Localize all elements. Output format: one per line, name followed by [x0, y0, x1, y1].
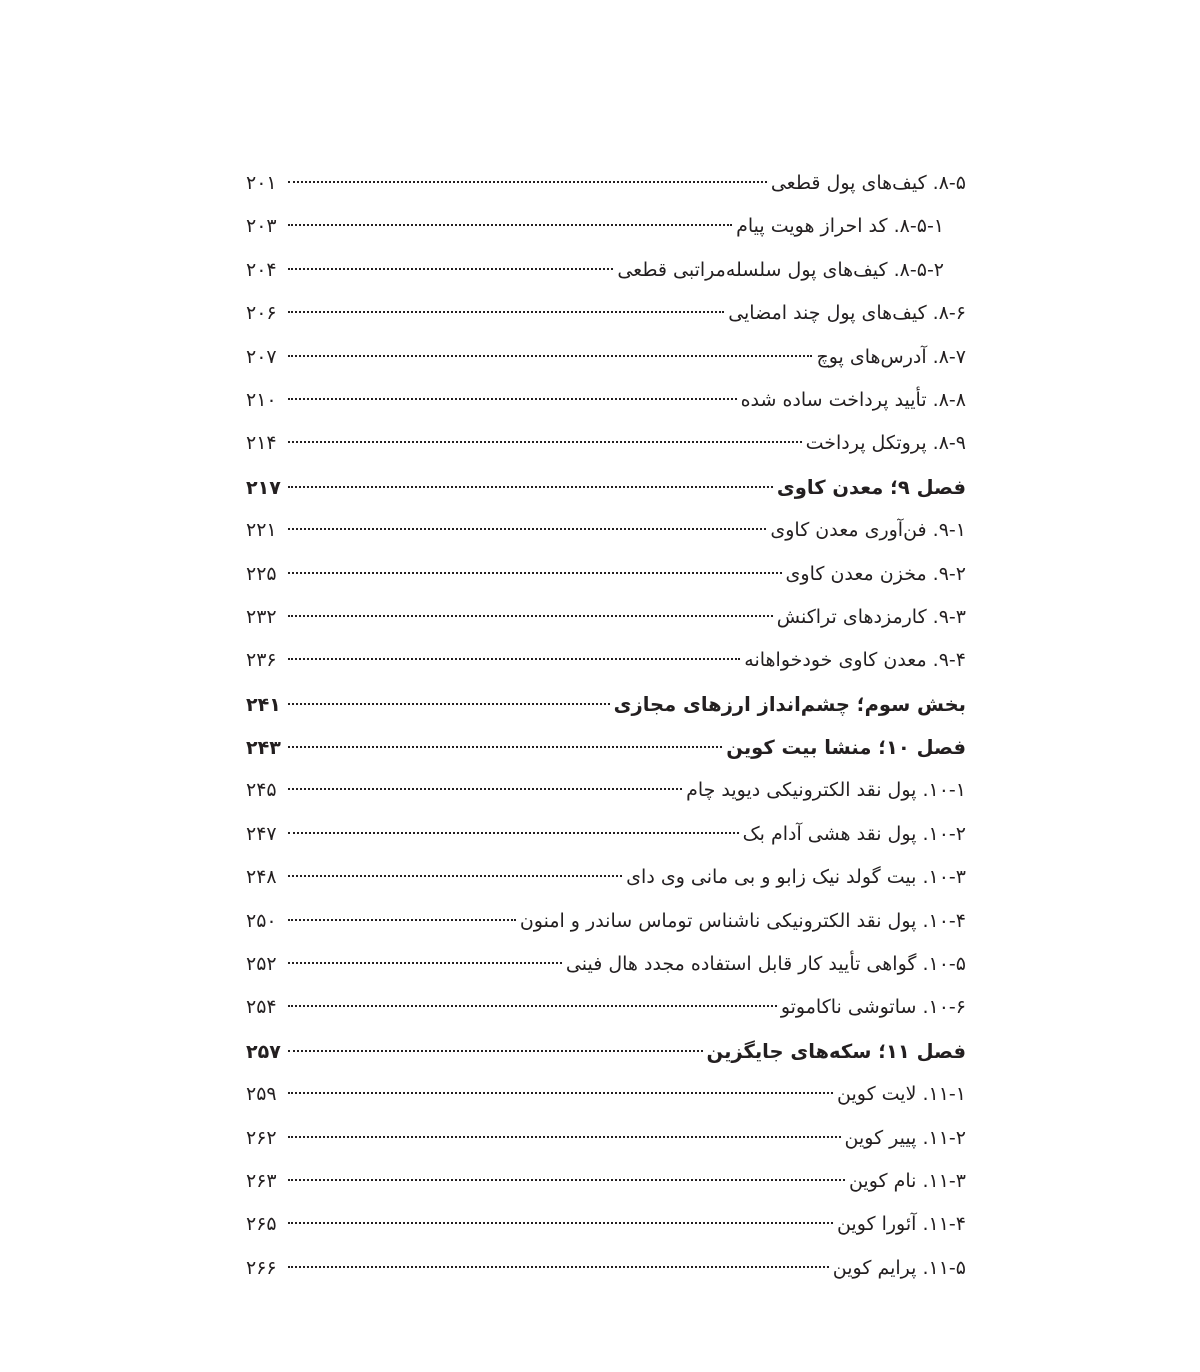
toc-entry-row: [246, 509, 966, 552]
toc-entry-row: [246, 1117, 966, 1160]
toc-page-number: ۲۱۴: [246, 432, 277, 455]
toc-chapter-row: [246, 1030, 966, 1073]
toc-entry-title: فصل ۹؛ معدن کاوی: [776, 475, 966, 499]
toc-dot-leader: [288, 1266, 829, 1268]
toc-page-number: ۲۳۶: [246, 649, 277, 672]
toc-page-number: ۲۰۶: [246, 302, 277, 325]
toc-dot-leader: [288, 268, 613, 270]
toc-dot-leader: [288, 919, 516, 921]
toc-entry-title: بخش سوم؛ چشم‌انداز ارزهای مجازی: [613, 692, 966, 716]
toc-dot-leader: [288, 746, 722, 748]
toc-entry-title: ۹-۴. معدن کاوی خودخواهانه: [744, 649, 966, 672]
toc-entry-row: [246, 639, 966, 682]
toc-entry-title: ۱۱-۲. پییر کوین: [844, 1126, 966, 1149]
toc-dot-leader: [288, 1222, 833, 1224]
toc-dot-leader: [288, 1179, 845, 1181]
toc-entry-title: ۱۱-۳. نام کوین: [848, 1169, 966, 1192]
toc-entry-title: ۸-۷. آدرس‌های پوچ: [816, 345, 966, 368]
toc-entry-title: ۹-۱. فن‌آوری معدن کاوی: [770, 519, 966, 542]
toc-entry-row: [246, 1160, 966, 1203]
toc-entry-title: فصل ۱۱؛ سکه‌های جایگزین: [706, 1039, 966, 1063]
toc-entry-row: [246, 336, 966, 379]
toc-entry-row: [246, 856, 966, 899]
toc-dot-leader: [288, 486, 773, 488]
toc-page-number: ۲۵۰: [246, 909, 277, 932]
toc-dot-leader: [288, 311, 724, 313]
toc-entry-row: [246, 422, 966, 465]
toc-page-number: ۲۲۱: [246, 519, 277, 542]
toc-page-number: ۲۰۳: [246, 215, 277, 238]
toc-entry-title: ۱۰-۱. پول نقد الکترونیکی دیوید چام: [686, 779, 966, 802]
toc-entry-row: [246, 292, 966, 335]
toc-dot-leader: [288, 181, 767, 183]
toc-page-number: ۲۵۴: [246, 996, 277, 1019]
toc-entry-row: [246, 249, 966, 292]
toc-page-number: ۲۴۳: [246, 737, 281, 760]
toc-dot-leader: [288, 224, 732, 226]
toc-page-number: ۲۵۹: [246, 1083, 277, 1106]
toc-page-number: ۲۶۵: [246, 1213, 277, 1236]
toc-entry-row: [246, 986, 966, 1029]
toc-dot-leader: [288, 788, 682, 790]
toc-chapter-row: [246, 683, 966, 726]
toc-page-number: ۲۴۸: [246, 866, 277, 889]
toc-page-number: ۲۰۴: [246, 258, 277, 281]
toc-entry-title: ۸-۸. تأیید پرداخت ساده شده: [740, 388, 966, 411]
toc-entry-title: ۸-۵-۱. کد احراز هویت پیام: [736, 215, 944, 238]
toc-page-number: ۲۲۵: [246, 562, 277, 585]
toc-page-number: ۲۶۲: [246, 1126, 277, 1149]
toc-page-number: ۲۰۷: [246, 345, 277, 368]
toc-page-number: ۲۴۱: [246, 693, 281, 716]
toc-dot-leader: [288, 658, 740, 660]
toc-entry-row: [246, 900, 966, 943]
toc-entry-row: [246, 1247, 966, 1290]
toc-entry-title: ۱۰-۶. ساتوشی ناکاموتو: [780, 996, 966, 1019]
toc-entry-row: [246, 1203, 966, 1246]
toc-entry-row: [246, 943, 966, 986]
toc-dot-leader: [288, 832, 739, 834]
toc-entry-row: [246, 1073, 966, 1116]
toc-dot-leader: [288, 875, 622, 877]
toc-page-number: ۲۴۷: [246, 822, 277, 845]
toc-dot-leader: [288, 615, 773, 617]
toc-dot-leader: [288, 1050, 703, 1052]
toc-page-number: ۲۱۰: [246, 388, 277, 411]
toc-chapter-row: [246, 726, 966, 769]
toc-dot-leader: [288, 703, 610, 705]
toc-chapter-row: [246, 466, 966, 509]
toc-entry-title: ۱۱-۴. آئورا کوین: [836, 1213, 966, 1236]
toc-dot-leader: [288, 1005, 777, 1007]
toc-dot-leader: [288, 572, 782, 574]
toc-page-number: ۲۶۶: [246, 1256, 277, 1279]
toc-page-number: ۲۶۳: [246, 1169, 277, 1192]
toc-page-number: ۲۴۵: [246, 779, 277, 802]
toc-page-number: ۲۰۱: [246, 172, 277, 194]
toc-dot-leader: [288, 398, 737, 400]
toc-entry-title: ۹-۲. مخزن معدن کاوی: [785, 562, 966, 585]
toc-entry-title: فصل ۱۰؛ منشا بیت کوین: [726, 736, 966, 760]
toc-entry-row: [246, 162, 966, 205]
toc-entry-title: ۸-۵-۲. کیف‌های پول سلسله‌مراتبی قطعی: [617, 258, 944, 281]
toc-entry-title: ۸-۵. کیف‌های پول قطعی: [770, 172, 966, 194]
toc-dot-leader: [288, 962, 562, 964]
toc-page-number: ۲۵۲: [246, 953, 277, 976]
toc-entry-title: ۸-۹. پروتکل پرداخت: [805, 432, 966, 455]
toc-entry-title: ۱۱-۵. پرایم کوین: [832, 1256, 966, 1279]
toc-entry-title: ۸-۶. کیف‌های پول چند امضایی: [728, 302, 966, 325]
toc-dot-leader: [288, 355, 812, 357]
toc-entry-title: ۱۰-۴. پول نقد الکترونیکی ناشناس توماس ساندر و امنون: [519, 909, 966, 932]
toc-dot-leader: [288, 441, 802, 443]
toc-entry-row: [246, 205, 966, 248]
toc-entry-row: [246, 379, 966, 422]
table-of-contents: [246, 162, 966, 1290]
toc-dot-leader: [288, 528, 766, 530]
toc-entry-title: ۹-۳. کارمزدهای تراکنش: [776, 605, 966, 628]
toc-entry-row: [246, 769, 966, 812]
toc-entry-row: [246, 553, 966, 596]
toc-page-number: ۲۵۷: [246, 1040, 281, 1063]
toc-entry-title: ۱۰-۲. پول نقد هشی آدام بک: [742, 822, 966, 845]
toc-dot-leader: [288, 1136, 841, 1138]
toc-entry-title: ۱۱-۱. لایت کوین: [837, 1083, 966, 1106]
toc-page-number: ۲۳۲: [246, 605, 277, 628]
toc-dot-leader: [288, 1092, 833, 1094]
toc-entry-row: [246, 813, 966, 856]
toc-entry-title: ۱۰-۳. بیت گولد نیک زابو و بی مانی وی دای: [626, 866, 966, 889]
toc-entry-row: [246, 596, 966, 639]
toc-page-number: ۲۱۷: [246, 476, 281, 499]
toc-entry-title: ۱۰-۵. گواهی تأیید کار قابل استفاده مجدد هال فینی: [565, 953, 966, 976]
